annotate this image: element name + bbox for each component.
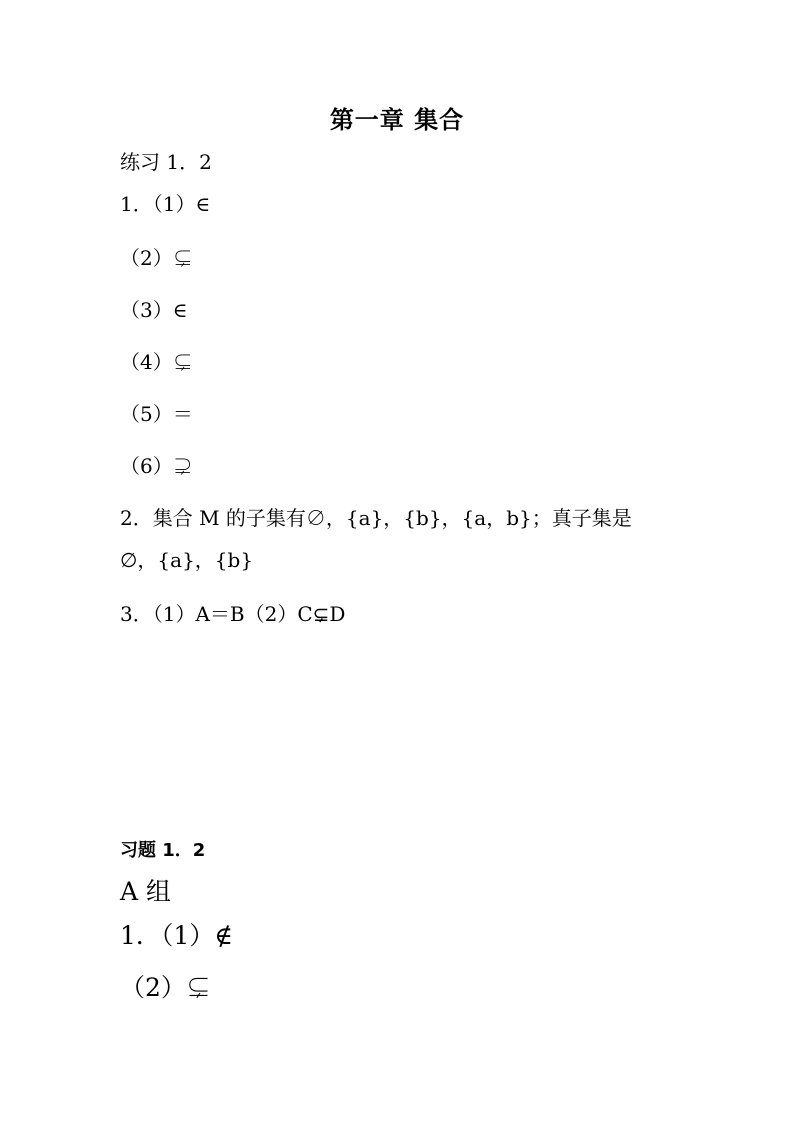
practice-answer-1-3: （3）∈ <box>120 298 188 322</box>
exercises-answer-1-2: （2）⊊ <box>120 973 211 1002</box>
practice-answer-2: 2．集合 M 的子集有∅，{a}，{b}，{a，b}；真子集是 <box>120 506 632 530</box>
practice-answer-1-5: （5）＝ <box>120 402 193 426</box>
practice-answer-2-cont: ∅，{a}，{b} <box>120 548 254 572</box>
practice-answer-1-2: （2）⊊ <box>120 246 193 270</box>
exercises-group: A 组 <box>120 877 172 906</box>
practice-answer-1-6: （6）⊋ <box>120 454 193 478</box>
practice-answer-1-1: 1．（1）∈ <box>120 192 211 216</box>
exercises-heading: 习题 1．2 <box>120 840 206 861</box>
practice-answer-3: 3．（1）A＝B（2）C⊊D <box>120 602 346 626</box>
exercises-answer-1-1: 1．（1）∉ <box>120 921 233 950</box>
practice-heading: 练习 1．2 <box>120 150 212 174</box>
chapter-title: 第一章 集合 <box>329 106 465 134</box>
practice-answer-1-4: （4）⊊ <box>120 350 193 374</box>
